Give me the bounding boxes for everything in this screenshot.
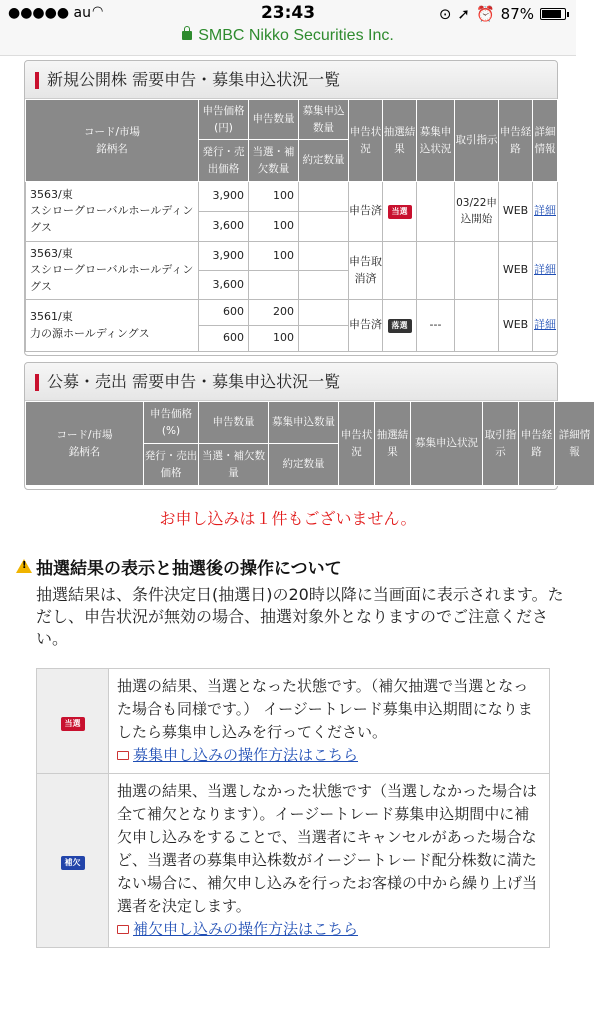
- col-header-status: 申告状況: [349, 100, 383, 182]
- subscription-qty: [299, 300, 349, 326]
- legend-label: [37, 669, 109, 774]
- col-header-winning-qty: 当選・補欠数量: [249, 140, 299, 182]
- battery-icon: [540, 8, 566, 20]
- ipo-section-title: 新規公開株 需要申告・募集申込状況一覧: [25, 61, 557, 99]
- declared-price: 3,900: [199, 242, 249, 271]
- po-col-header-contract-qty: 約定数量: [269, 444, 339, 486]
- instruction-cell: [455, 242, 499, 300]
- subscription-qty: [299, 182, 349, 212]
- substitute-howto-link[interactable]: 補欠申し込みの操作方法はこちら: [133, 920, 359, 938]
- battery-level: [542, 10, 561, 18]
- result-cell: [383, 300, 417, 352]
- contract-qty: [299, 326, 349, 352]
- winning-qty: 100: [249, 326, 299, 352]
- po-col-header-result: 抽選結果: [375, 402, 411, 486]
- po-col-header-declared-price: 申告価格(%): [144, 402, 199, 444]
- po-col-header-sub-status: 募集申込状況: [411, 402, 483, 486]
- stock-cell: 3563/東 スシローグローバルホールディングス: [26, 182, 199, 242]
- notice-title: !抽選結果の表示と抽選後の操作について: [16, 554, 342, 579]
- col-header-declared-price: 申告価格(円): [199, 100, 249, 140]
- status-cell: 申告取消済: [349, 242, 383, 300]
- declared-price: 600: [199, 300, 249, 326]
- declared-price: 3,900: [199, 182, 249, 212]
- subscription-qty: [299, 242, 349, 271]
- clock: 23:43: [260, 3, 316, 23]
- detail-link[interactable]: 詳細: [534, 263, 556, 277]
- po-col-header-code-name: コード/市場 銘柄名: [26, 402, 144, 486]
- warning-icon: [16, 559, 32, 573]
- col-header-result: 抽選結果: [383, 100, 417, 182]
- detail-cell: [533, 242, 558, 300]
- detail-link[interactable]: 詳細: [534, 318, 556, 332]
- stock-cell: 3561/東 力の源ホールディングス: [26, 300, 199, 352]
- po-col-header-offering-price: 発行・売出価格: [144, 444, 199, 486]
- offering-price: 600: [199, 326, 249, 352]
- legend-description: 抽選の結果、当選となった状態です。（補欠抽選で当選となった場合も同様です。） イージートレード募集申込期間になりましたら募集申し込みを行ってください。 募集申し込みの操作方法はこちら: [109, 669, 550, 774]
- status-badge: 当選: [388, 205, 412, 219]
- status-badge: 落選: [388, 319, 412, 333]
- col-header-declared-qty: 申告数量: [249, 100, 299, 140]
- po-col-header-subscription-qty: 募集申込数量: [269, 402, 339, 444]
- channel-cell: WEB: [499, 300, 533, 352]
- contract-qty: [299, 271, 349, 300]
- status-cell: 申告済: [349, 300, 383, 352]
- document-icon: [117, 751, 129, 760]
- po-col-header-status: 申告状況: [339, 402, 375, 486]
- subscription-howto-link[interactable]: 募集申し込みの操作方法はこちら: [133, 746, 359, 764]
- status-cell: 申告済: [349, 182, 383, 242]
- result-cell: [383, 242, 417, 300]
- legend-description: 抽選の結果、当選しなかった状態です（当選しなかった場合は全て補欠となります）。イージートレード募集申込期間中に補欠申し込みをすることで、当選者にキャンセルがあった場合など、当選者の募集申込株数がイージートレード配分株数に満たない場合に、補欠申し込みを行ったお客様の中から繰り上げ当選者を決定します。 補欠申し込みの操作方法はこちら: [109, 774, 550, 948]
- col-header-sub-status: 募集申込状況: [417, 100, 455, 182]
- sub-status-cell: [417, 242, 455, 300]
- battery-percent: 87%: [500, 5, 534, 23]
- po-col-header-instruction: 取引指示: [483, 402, 519, 486]
- po-col-header-winning-qty: 当選・補欠数量: [199, 444, 269, 486]
- table-row: [26, 182, 558, 212]
- col-header-detail: 詳細情報: [533, 100, 558, 182]
- col-header-contract-qty: 約定数量: [299, 140, 349, 182]
- winning-qty: 100: [249, 212, 299, 242]
- legend-table: [36, 668, 550, 948]
- table-row: [26, 242, 558, 271]
- sub-status-cell: ---: [417, 300, 455, 352]
- po-section: [24, 362, 591, 490]
- offering-price: 3,600: [199, 271, 249, 300]
- status-badge: 補欠: [61, 856, 85, 870]
- instruction-cell: [455, 300, 499, 352]
- stock-cell: 3563/東 スシローグローバルホールディングス: [26, 242, 199, 300]
- address-bar[interactable]: [0, 27, 576, 45]
- col-header-instruction: 取引指示: [455, 100, 499, 182]
- detail-cell: [533, 300, 558, 352]
- po-col-header-declared-qty: 申告数量: [199, 402, 269, 444]
- offering-price: 3,600: [199, 212, 249, 242]
- declared-qty: 200: [249, 300, 299, 326]
- po-table: [25, 401, 595, 486]
- declared-qty: 100: [249, 182, 299, 212]
- status-bar: [0, 0, 576, 56]
- location-icon: ➚: [457, 5, 470, 23]
- document-icon: [117, 925, 129, 934]
- po-col-header-channel: 申告経路: [519, 402, 555, 486]
- table-row: [26, 300, 558, 326]
- channel-cell: WEB: [499, 242, 533, 300]
- detail-link[interactable]: 詳細: [534, 204, 556, 218]
- ipo-table: [25, 99, 558, 352]
- status-badge: 当選: [61, 717, 85, 731]
- lock-icon: [182, 31, 192, 40]
- col-header-code-name: コード/市場 銘柄名: [26, 100, 199, 182]
- col-header-channel: 申告経路: [499, 100, 533, 182]
- legend-row: [37, 774, 550, 948]
- status-right: [439, 5, 566, 23]
- winning-qty: [249, 271, 299, 300]
- alarm-icon: ⏰: [475, 5, 495, 23]
- instruction-cell: 03/22申込開始: [455, 182, 499, 242]
- carrier-signal: ●●●●● au: [8, 5, 91, 21]
- empty-message: お申し込みは１件もございません。: [159, 509, 417, 528]
- declared-qty: 100: [249, 242, 299, 271]
- col-header-offering-price: 発行・売出価格: [199, 140, 249, 182]
- legend-label: [37, 774, 109, 948]
- ipo-section: [24, 60, 558, 356]
- contract-qty: [299, 212, 349, 242]
- col-header-subscription-qty: 募集申込数量: [299, 100, 349, 140]
- detail-cell: [533, 182, 558, 242]
- result-cell: [383, 182, 417, 242]
- notice-text: 抽選結果は、条件決定日(抽選日)の20時以降に当画面に表示されます。ただし、申告状況が無効の場合、抽選対象外となりますのでご注意ください。: [36, 585, 564, 648]
- channel-cell: WEB: [499, 182, 533, 242]
- rotation-lock-icon: ⊙: [438, 5, 452, 23]
- legend-row: [37, 669, 550, 774]
- wifi-icon: ◠: [92, 4, 104, 19]
- po-col-header-detail: 詳細情報: [555, 402, 595, 486]
- po-section-title: 公募・売出 需要申告・募集申込状況一覧: [25, 363, 557, 401]
- sub-status-cell: [417, 182, 455, 242]
- url-text: SMBC Nikko Securities Inc.: [198, 27, 394, 44]
